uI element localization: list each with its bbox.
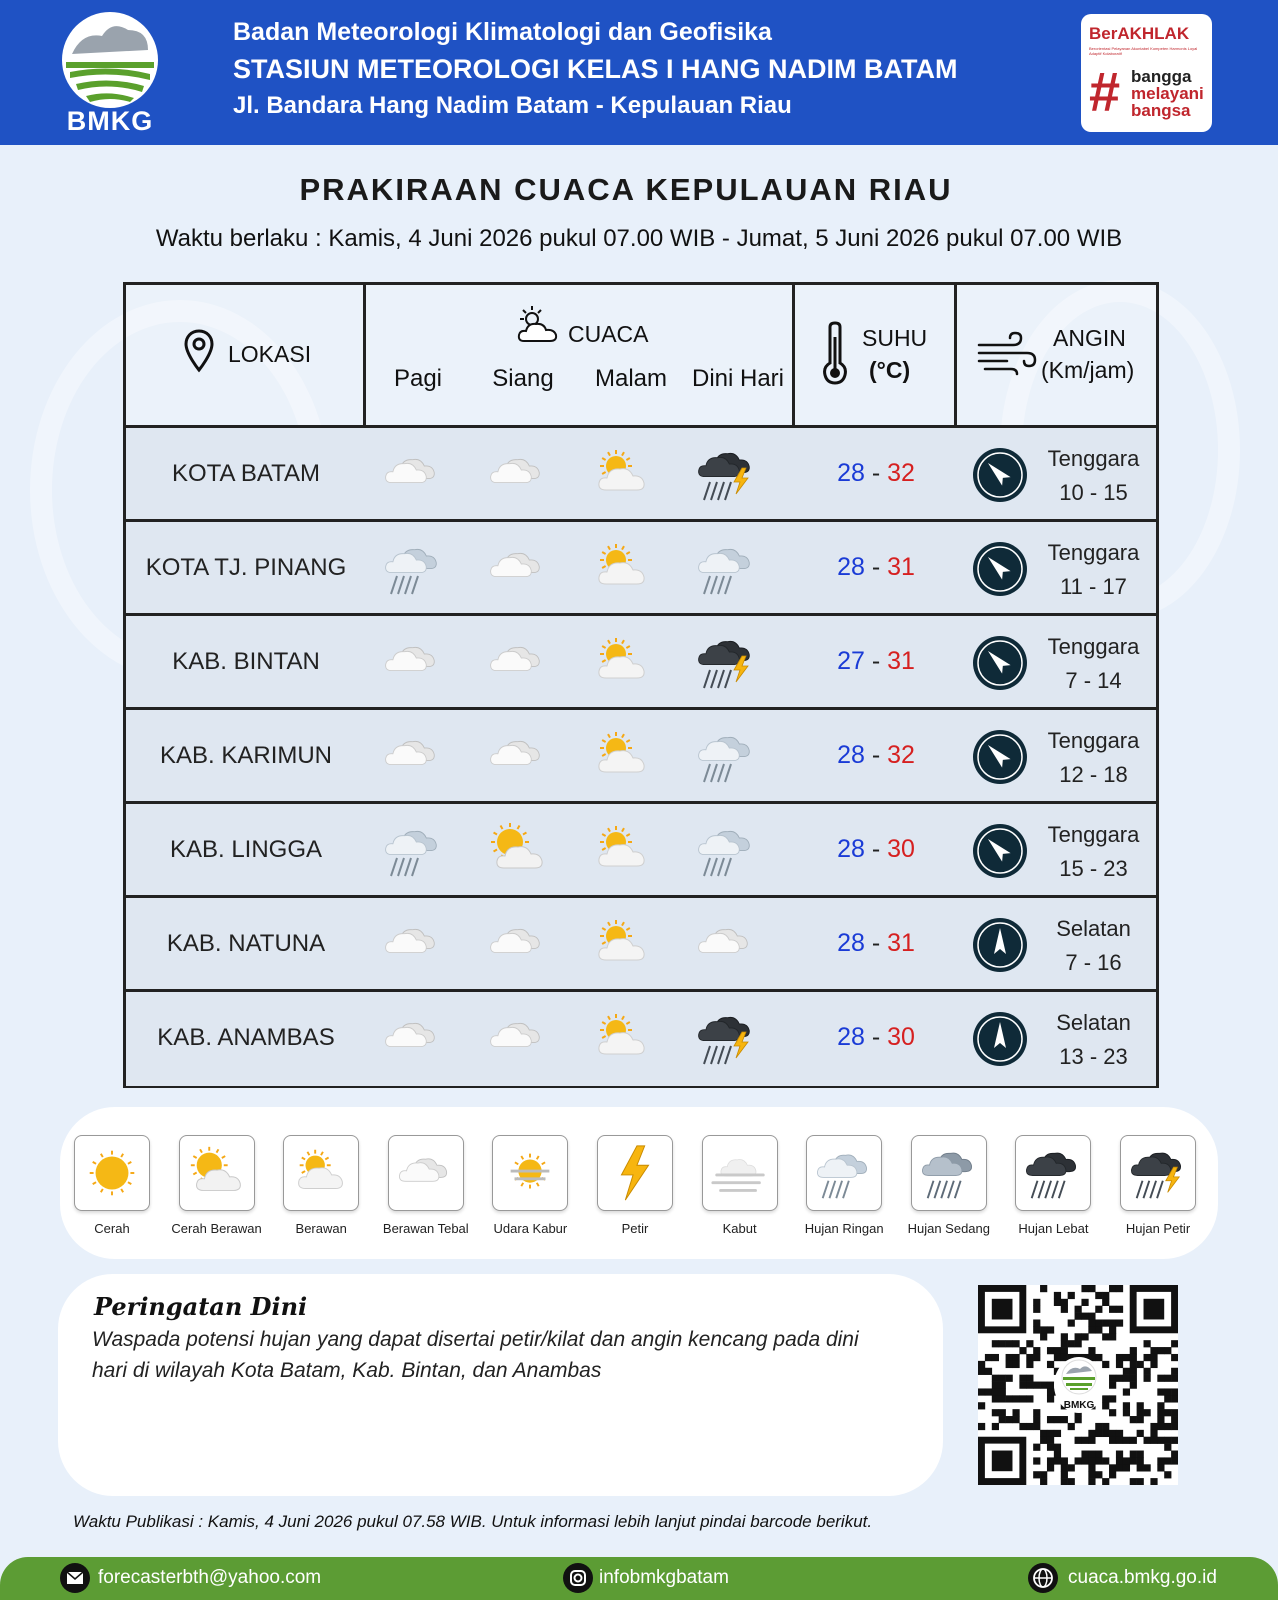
cerah-berawan-icon <box>483 818 553 882</box>
header-suhu-label: SUHU <box>862 325 928 351</box>
hujan-ringan-icon <box>691 536 761 600</box>
temperature-range: 27 - 31 <box>837 647 915 675</box>
berawan-tebal-icon <box>691 912 761 976</box>
wind-info <box>1031 912 1156 980</box>
temp-min: 28 <box>837 929 865 957</box>
wind-compass-icon <box>971 728 1029 786</box>
wind-speed: 13 - 23 <box>1059 1044 1128 1069</box>
temp-min: 28 <box>837 1023 865 1051</box>
berakhlak-subtitle: Berorientasi Pelayanan Akuntabel Kompeten Harmonis Loyal Adaptif Kolaboratif <box>1089 46 1198 56</box>
header-lokasi <box>126 285 366 425</box>
hujan-ringan-icon <box>691 818 761 882</box>
footer-email[interactable] <box>60 1563 321 1593</box>
qr-logo-text: BMKG <box>1063 1400 1095 1411</box>
wind-speed: 11 - 17 <box>1060 574 1127 599</box>
station-name: STASIUN METEOROLOGI KELAS I HANG NADIM BATAM <box>233 54 958 84</box>
email-text: forecasterbth@yahoo.com <box>98 1567 322 1588</box>
header-banner <box>0 0 1278 145</box>
wind-direction: Tenggara <box>1047 540 1140 565</box>
temp-min: 28 <box>837 459 865 487</box>
qr-code[interactable] <box>978 1285 1178 1485</box>
email-icon <box>60 1563 90 1593</box>
wind-compass-icon <box>971 540 1029 598</box>
period-dini-hari: Dini Hari <box>691 365 784 392</box>
bmkg-mini-logo-icon <box>1054 1357 1104 1397</box>
legend-item-berawan <box>269 1135 373 1236</box>
temp-max: 32 <box>887 741 915 769</box>
partly-cloudy-outline-icon <box>516 305 560 345</box>
legend-item-hujan-ringan <box>792 1135 896 1236</box>
temperature-range: 28 - 31 <box>837 553 915 581</box>
location-name: KAB. KARIMUN <box>159 742 333 769</box>
berawan-tebal-icon <box>378 724 448 788</box>
qr-center-logo <box>1054 1357 1104 1413</box>
temp-min: 28 <box>837 553 865 581</box>
wind-direction: Selatan <box>1056 1010 1131 1035</box>
temp-max: 30 <box>887 835 915 863</box>
location-name: KAB. NATUNA <box>166 930 326 957</box>
berawan-icon <box>587 536 657 600</box>
period-pagi: Pagi <box>393 365 443 392</box>
berawan-icon <box>283 1135 359 1211</box>
table-row <box>126 522 1156 616</box>
legend-label: Berawan <box>295 1221 347 1236</box>
berawan-tebal-icon <box>388 1135 464 1211</box>
agency-name: Badan Meteorologi Klimatologi dan Geofisika <box>233 18 772 46</box>
legend-label: Cerah Berawan <box>171 1221 262 1236</box>
temperature-range: 28 - 32 <box>837 459 915 487</box>
berawan-tebal-icon <box>483 724 553 788</box>
wind-info <box>1031 536 1156 604</box>
wind-compass-icon <box>971 916 1029 974</box>
footer-instagram[interactable] <box>563 1563 729 1593</box>
header-cuaca <box>366 285 795 425</box>
legend-label: Hujan Ringan <box>804 1221 884 1236</box>
wind-compass-icon <box>971 446 1029 504</box>
wind-info <box>1031 630 1156 698</box>
temp-min: 28 <box>837 835 865 863</box>
period-siang: Siang <box>492 365 554 392</box>
temp-max: 30 <box>887 1023 915 1051</box>
berakhlak-slogan: bangga melayani bangsa <box>1131 67 1204 120</box>
legend-item-hujan-sedang <box>897 1135 1001 1236</box>
legend-label: Hujan Lebat <box>1018 1221 1089 1236</box>
berawan-tebal-icon <box>483 536 553 600</box>
legend-item-udara-kabur <box>478 1135 582 1236</box>
legend-label: Hujan Petir <box>1125 1221 1191 1236</box>
hujan-ringan-icon <box>691 724 761 788</box>
table-row <box>126 710 1156 804</box>
berawan-tebal-icon <box>483 630 553 694</box>
berawan-icon <box>587 818 657 882</box>
early-warning-panel <box>58 1274 943 1496</box>
legend-label: Hujan Sedang <box>907 1221 990 1236</box>
thermometer-icon <box>821 321 849 385</box>
table-row <box>126 898 1156 992</box>
hujan-petir-icon <box>691 442 761 506</box>
station-address: Jl. Bandara Hang Nadim Batam - Kepulauan Riau <box>233 92 792 119</box>
location-name: KAB. LINGGA <box>169 836 323 863</box>
legend-item-cerah <box>60 1135 164 1236</box>
berawan-icon <box>587 1006 657 1070</box>
hashtag-symbol: # <box>1089 60 1121 123</box>
legend-item-petir <box>583 1135 687 1236</box>
warning-title: Peringatan Dini <box>94 1292 308 1321</box>
temperature-range: 28 - 32 <box>837 741 915 769</box>
legend-item-hujan-lebat <box>1001 1135 1105 1236</box>
berakhlak-title: BerAKHLAK <box>1089 24 1190 43</box>
berawan-icon <box>587 724 657 788</box>
berawan-tebal-icon <box>378 912 448 976</box>
wind-speed: 7 - 14 <box>1065 668 1122 693</box>
hujan-petir-icon <box>691 1006 761 1070</box>
kabut-icon <box>702 1135 778 1211</box>
location-name: KOTA BATAM <box>171 460 321 487</box>
legend-item-hujan-petir <box>1106 1135 1210 1236</box>
temperature-range: 28 - 30 <box>837 1023 915 1051</box>
location-name: KOTA TJ. PINANG <box>145 554 347 581</box>
header-lokasi-label: LOKASI <box>228 341 312 367</box>
table-row <box>126 804 1156 898</box>
wind-direction: Tenggara <box>1047 728 1140 753</box>
header-suhu <box>795 285 957 425</box>
legend-label: Udara Kabur <box>493 1221 568 1236</box>
cerah-berawan-icon <box>179 1135 255 1211</box>
wind-speed: 15 - 23 <box>1059 856 1128 881</box>
page-title: PRAKIRAAN CUACA KEPULAUAN RIAU <box>299 172 953 207</box>
temperature-range: 28 - 31 <box>837 929 915 957</box>
location-name: KAB. ANAMBAS <box>157 1024 335 1051</box>
website-text: cuaca.bmkg.go.id <box>1068 1567 1217 1588</box>
warning-text: Waspada potensi hujan yang dapat disertai petir/kilat dan angin kencang pada dini hari di wilayah Kota Batam, Kab. Bintan, dan Anambas <box>92 1328 859 1382</box>
berawan-tebal-icon <box>483 1006 553 1070</box>
header-text <box>233 14 957 124</box>
hujan-sedang-icon <box>911 1135 987 1211</box>
wind-info <box>1031 1006 1156 1074</box>
berawan-icon <box>587 912 657 976</box>
validity-period: Waktu berlaku : Kamis, 4 Juni 2026 pukul 07.00 WIB - Jumat, 5 Juni 2026 pukul 07.00 WIB <box>155 225 1123 252</box>
header-angin-label: ANGIN <box>1053 325 1126 351</box>
weather-legend <box>60 1107 1218 1259</box>
temp-max: 31 <box>887 647 915 675</box>
footer <box>0 1557 1278 1600</box>
legend-item-berawan-tebal <box>374 1135 478 1236</box>
instagram-icon <box>563 1563 593 1593</box>
wind-speed: 12 - 18 <box>1059 762 1128 787</box>
wind-direction: Tenggara <box>1047 634 1140 659</box>
legend-item-cerah-berawan <box>165 1135 269 1236</box>
globe-icon <box>1028 1563 1058 1593</box>
hujan-lebat-icon <box>1015 1135 1091 1211</box>
hujan-ringan-icon <box>378 818 448 882</box>
wind-speed: 10 - 15 <box>1059 480 1128 505</box>
location-name: KAB. BINTAN <box>172 648 320 675</box>
wind-compass-icon <box>971 1010 1029 1068</box>
wind-icon <box>977 331 1037 377</box>
legend-item-kabut <box>688 1135 792 1236</box>
temperature-range: 28 - 30 <box>837 835 915 863</box>
wind-direction: Tenggara <box>1047 446 1140 471</box>
legend-label: Cerah <box>94 1221 130 1236</box>
table-header <box>126 285 1156 428</box>
temp-min: 28 <box>837 741 865 769</box>
header-suhu-unit: (°C) <box>869 357 911 383</box>
temp-max: 32 <box>887 459 915 487</box>
publication-time: Waktu Publikasi : Kamis, 4 Juni 2026 pukul 07.58 WIB. Untuk informasi lebih lanjut pindai barcode berikut. <box>73 1512 873 1531</box>
table-row <box>126 616 1156 710</box>
berakhlak-badge <box>1081 14 1212 132</box>
hujan-petir-icon <box>691 630 761 694</box>
hujan-petir-icon <box>1120 1135 1196 1211</box>
wind-info <box>1031 442 1156 510</box>
berawan-icon <box>587 630 657 694</box>
legend-label: Petir <box>621 1221 649 1236</box>
berawan-tebal-icon <box>483 912 553 976</box>
header-angin-unit: (Km/jam) <box>1041 357 1135 383</box>
wind-info <box>1031 818 1156 886</box>
berawan-icon <box>587 442 657 506</box>
bmkg-logo <box>60 12 160 137</box>
temp-min: 27 <box>837 647 865 675</box>
hujan-ringan-icon <box>378 536 448 600</box>
wind-compass-icon <box>971 822 1029 880</box>
footer-website[interactable] <box>1028 1563 1217 1593</box>
location-pin-icon <box>184 329 214 373</box>
wind-direction: Tenggara <box>1047 822 1140 847</box>
wind-compass-icon <box>971 634 1029 692</box>
table-row <box>126 428 1156 522</box>
header-angin <box>957 285 1156 425</box>
berawan-tebal-icon <box>483 442 553 506</box>
header-cuaca-label: CUACA <box>568 321 649 347</box>
berawan-tebal-icon <box>378 1006 448 1070</box>
temp-max: 31 <box>887 929 915 957</box>
period-malam: Malam <box>594 365 667 392</box>
legend-label: Kabut <box>722 1221 757 1236</box>
wind-speed: 7 - 16 <box>1065 950 1122 975</box>
hujan-ringan-icon <box>806 1135 882 1211</box>
udara-kabur-icon <box>492 1135 568 1211</box>
legend-label: Berawan Tebal <box>382 1221 469 1236</box>
logo-text: BMKG <box>66 106 154 136</box>
instagram-text: infobmkgbatam <box>599 1567 729 1588</box>
berawan-tebal-icon <box>378 442 448 506</box>
table-row <box>126 992 1156 1086</box>
forecast-table <box>123 282 1159 1088</box>
wind-direction: Selatan <box>1056 916 1131 941</box>
bmkg-emblem-icon <box>62 12 158 108</box>
petir-icon <box>597 1135 673 1211</box>
berawan-tebal-icon <box>378 630 448 694</box>
wind-info <box>1031 724 1156 792</box>
temp-max: 31 <box>887 553 915 581</box>
cerah-icon <box>74 1135 150 1211</box>
